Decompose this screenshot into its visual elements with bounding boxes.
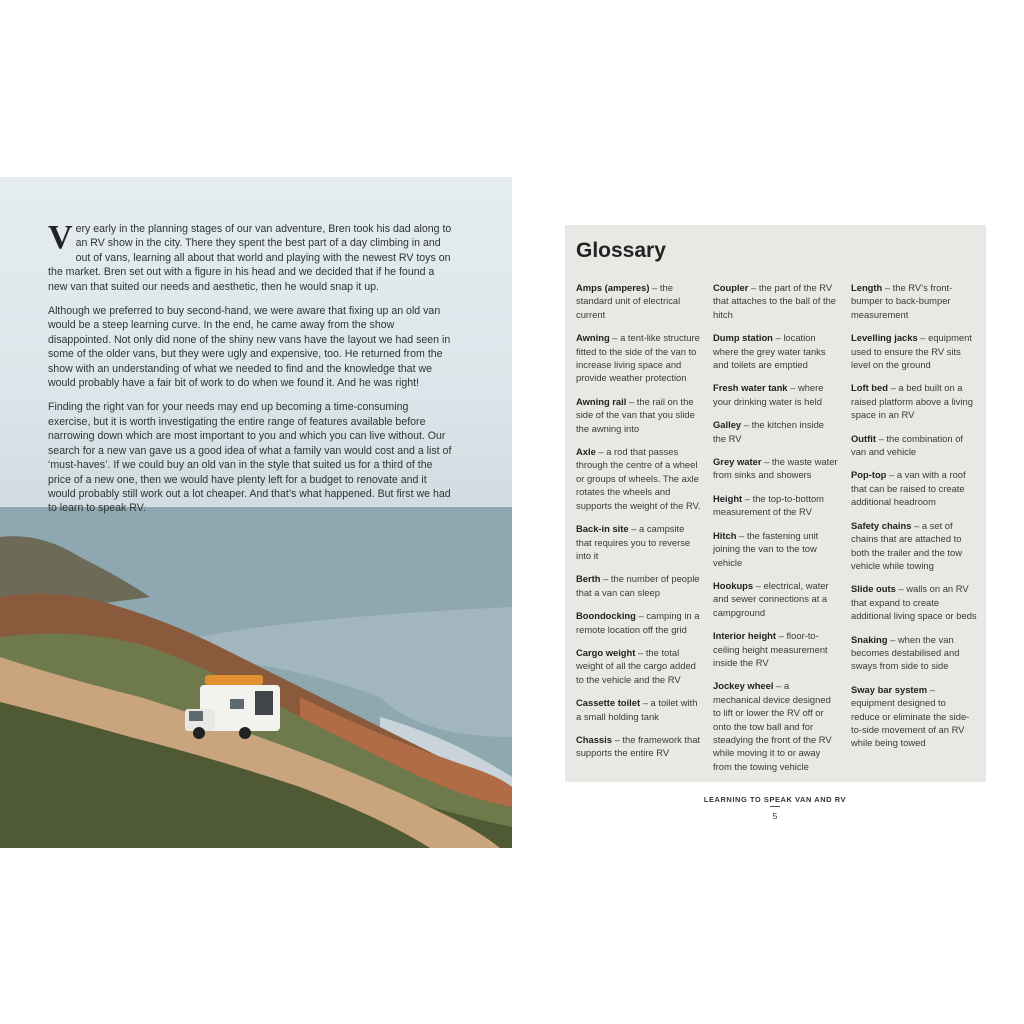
glossary-definition: – equipment used to ensure the RV sits level on the ground — [851, 332, 972, 371]
glossary-definition: – the part of the RV that attaches to the ball of the hitch — [713, 282, 837, 320]
glossary-entry — [851, 582, 977, 622]
glossary-term: Berth — [576, 573, 601, 585]
glossary-entry — [851, 331, 977, 371]
glossary-definition: – electrical, water and sewer connections at a campground — [713, 579, 829, 618]
glossary-entry — [713, 418, 839, 445]
glossary-term: Back-in site — [576, 523, 629, 535]
glossary-term: Sway bar system — [851, 683, 928, 695]
glossary-definition: – the framework that supports the entire RV — [576, 733, 701, 759]
glossary-column-3 — [851, 281, 977, 760]
glossary-panel — [565, 225, 986, 782]
glossary-definition: – the kitchen inside the RV — [713, 419, 825, 444]
intro-paragraph-2: Although we preferred to buy second-hand, we were aware that fixing up an old van would be a steep learning curve. In the end, he came away from the show disappointed. Not only did none of the shiny new vans have the layout we had seen in some of the older vans, but they were ugly and expensive, too. He returned from the show with an understanding of what we needed to find and the knowledge that we would probably have a fair bit of work to do when we found it. And he was right! — [48, 305, 451, 390]
glossary-definition: – a toilet with a small holding tank — [576, 697, 698, 722]
glossary-definition: – a bed built on a raised platform above a living space in an RV — [851, 382, 973, 421]
glossary-definition: – a campsite that requires you to reverse into it — [576, 523, 691, 561]
running-head: LEARNING TO SPEAK VAN AND RV — [703, 795, 847, 804]
glossary-entry — [576, 281, 702, 321]
glossary-entry — [713, 679, 839, 773]
glossary-definition: – a rod that passes through the centre of a wheel or groups of wheels. The axle rotates the wheels and supports the weight of the RV. — [576, 446, 701, 511]
glossary-entry — [713, 579, 839, 619]
glossary-term: Slide outs — [851, 583, 896, 595]
glossary-entry — [576, 696, 702, 723]
glossary-entry — [576, 646, 702, 686]
page-number: 5 — [772, 811, 778, 821]
glossary-entry — [576, 395, 702, 435]
glossary-definition: – camping in a remote location off the grid — [576, 610, 700, 635]
glossary-entry — [576, 609, 702, 636]
glossary-definition: – the total weight of all the cargo added to the vehicle and the RV — [576, 646, 696, 685]
glossary-entry — [851, 381, 977, 421]
glossary-term: Interior height — [713, 630, 777, 642]
glossary-term: Coupler — [713, 282, 749, 293]
glossary-definition: – a set of chains that are attached to both the trailer and the tow vehicle while towing — [851, 519, 963, 571]
glossary-term: Jockey wheel — [713, 680, 774, 692]
glossary-title: Glossary — [576, 239, 666, 262]
glossary-term: Length — [851, 282, 883, 293]
glossary-entry — [851, 519, 977, 573]
glossary-definition: – a mechanical device designed to lift or lower the RV off or onto the tow ball and for steadying the front of the RV while moving it to or away from the towing vehicle — [713, 680, 832, 772]
glossary-entry — [713, 629, 839, 669]
glossary-term: Snaking — [851, 633, 888, 645]
glossary-entry — [576, 733, 702, 760]
glossary-term: Boondocking — [576, 610, 636, 622]
glossary-term: Awning rail — [576, 395, 627, 407]
glossary-definition: – the standard unit of electrical current — [576, 282, 681, 320]
glossary-entry — [576, 572, 702, 599]
intro-paragraph-3: Finding the right van for your needs may end up becoming a time-consuming exercise, but it is worth investigating the entire range of features available before narrowing down which are most important to you and which you can live without. Our search for a new van gave us a good idea of what a family van would cost and a list of ‘must-haves’. If we could buy an old van in the style that suited us for a third of the price of a new one, then we would have plenty left for a budget to renovate and it would probably still work out a lot cheaper. And that’s what happened. But first we had to learn to speak RV. — [48, 401, 452, 515]
glossary-term: Pop-top — [851, 469, 887, 481]
glossary-term: Chassis — [576, 733, 612, 745]
glossary-definition: – the combination of van and vehicle — [851, 432, 964, 458]
glossary-term: Height — [713, 492, 743, 504]
glossary-definition: – location where the grey water tanks and toilets are emptied — [713, 332, 826, 371]
glossary-definition: – a van with a roof that can be raised to create additional headroom — [851, 469, 966, 508]
glossary-term: Fresh water tank — [713, 382, 788, 394]
glossary-column-1 — [576, 281, 702, 770]
footer-dash — [770, 806, 780, 807]
glossary-term: Safety chains — [851, 519, 912, 531]
glossary-entry — [851, 683, 977, 750]
glossary-term: Dump station — [713, 332, 773, 344]
glossary-entry — [576, 445, 702, 512]
photo-page — [0, 177, 512, 848]
glossary-term: Cargo weight — [576, 646, 636, 658]
glossary-term: Cassette toilet — [576, 697, 641, 709]
glossary-entry — [851, 281, 977, 321]
glossary-entry — [851, 468, 977, 508]
glossary-definition: – the rail on the side of the van that you slide the awning into — [576, 395, 695, 434]
glossary-definition: – when the van becomes destabilised and sways from side to side — [851, 633, 960, 672]
glossary-definition: – the top-to-bottom measurement of the RV — [713, 492, 824, 518]
glossary-entry — [713, 381, 839, 408]
glossary-term: Loft bed — [851, 382, 888, 394]
glossary-term: Galley — [713, 419, 742, 431]
glossary-definition: – the RV’s front-bumper to back-bumper measurement — [851, 282, 953, 320]
glossary-term: Outfit — [851, 432, 876, 444]
glossary-term: Hitch — [713, 529, 737, 541]
glossary-entry — [576, 331, 702, 385]
glossary-entry — [713, 455, 839, 482]
glossary-term: Grey water — [713, 456, 762, 468]
glossary-entry — [713, 492, 839, 519]
glossary-entry — [851, 432, 977, 459]
glossary-term: Awning — [576, 332, 610, 344]
glossary-entry — [713, 331, 839, 371]
glossary-definition: – the fastening unit joining the van to the tow vehicle — [713, 529, 819, 568]
glossary-term: Axle — [576, 446, 596, 458]
intro-text — [48, 219, 453, 526]
glossary-column-2 — [713, 281, 839, 783]
glossary-definition: – equipment designed to reduce or eliminate the side-to-side movement of an RV while being towed — [851, 683, 970, 749]
glossary-definition: – where your drinking water is held — [713, 382, 824, 407]
glossary-term: Levelling jacks — [851, 332, 918, 344]
glossary-definition: – the number of people that a van can sleep — [576, 573, 700, 598]
glossary-entry — [851, 633, 977, 673]
intro-paragraph-1: Very early in the planning stages of our van adventure, Bren took his dad along to an RV show in the city. There they spent the best part of a day climbing in and out of vans, learning all about that world and playing with the newest RV toys on the market. Bren set out with a figure in his head and we decided that if he found a new van that suited our needs and aesthetic, then he would snap it up. — [48, 219, 452, 293]
glossary-entry — [713, 529, 839, 569]
glossary-definition: – walls on an RV that expand to create additional living space or beds — [851, 583, 977, 622]
glossary-entry — [576, 522, 702, 562]
glossary-definition: – the waste water from sinks and showers — [713, 456, 838, 481]
drop-cap: V — [48, 219, 73, 256]
glossary-definition: – floor-to-ceiling height measurement inside the RV — [713, 630, 828, 668]
glossary-term: Amps (amperes) — [576, 282, 650, 293]
glossary-entry — [713, 281, 839, 321]
glossary-term: Hookups — [713, 579, 754, 591]
glossary-definition: – a tent-like structure fitted to the side of the van to increase living space and provide weather protection — [576, 332, 700, 384]
